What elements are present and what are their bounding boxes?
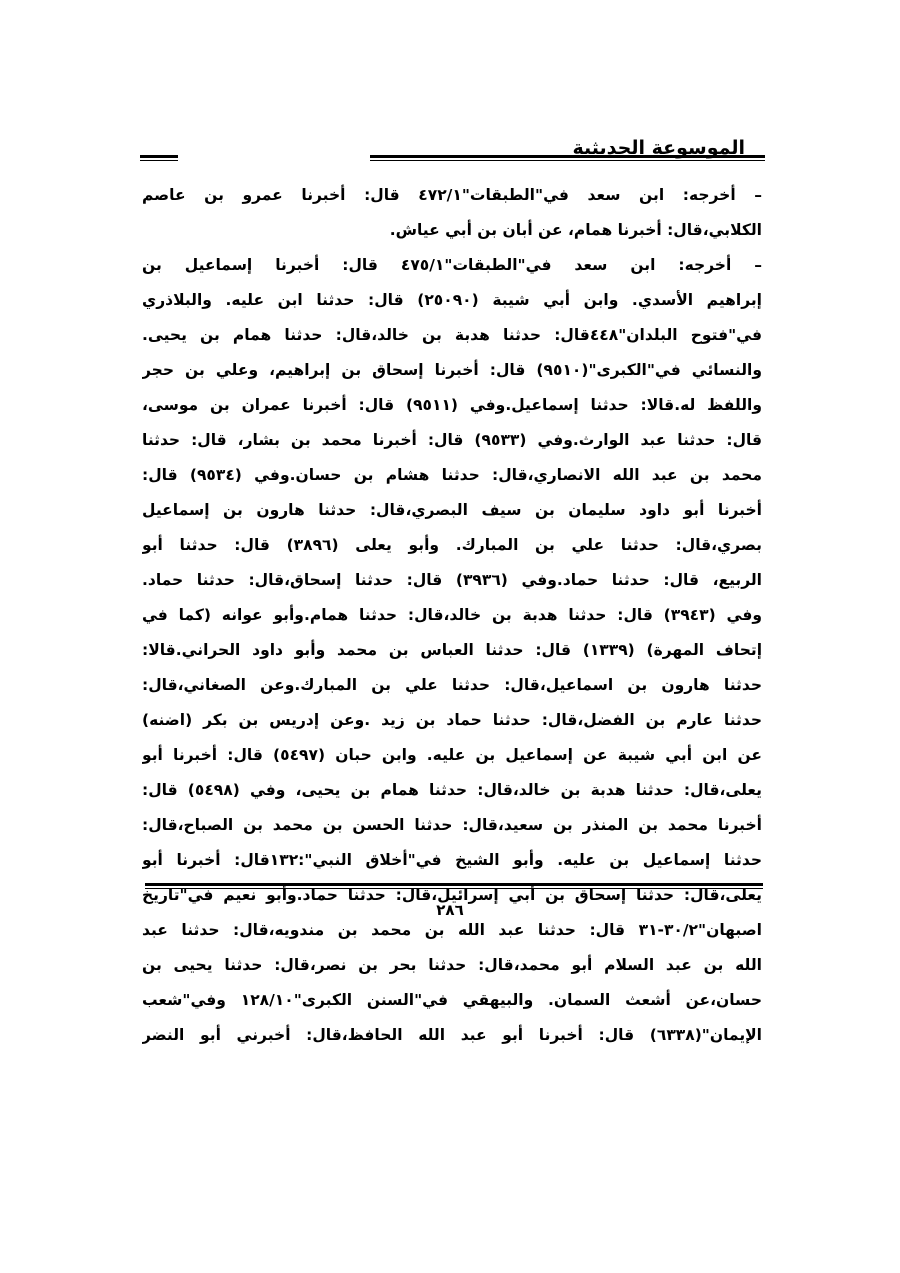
text-line: أخبرنا محمد بن المنذر بن سعيد،قال: حدثنا الحسن بن محمد بن الصباح،قال: xyxy=(142,816,762,834)
footer-rule xyxy=(145,883,763,889)
text-line: واللفظ له.قالا: حدثنا إسماعيل.وفي (٩٥١١) قال: أخبرنا عمران بن موسى، xyxy=(142,396,762,414)
text-line: حدثنا إسماعيل بن عليه. وأبو الشيخ في"أخلاق النبي":١٣٢قال: أخبرنا أبو xyxy=(142,851,762,869)
text-line: أخبرنا أبو داود سليمان بن سيف البصري،قال: حدثنا هارون بن إسماعيل xyxy=(142,501,762,519)
text-line: الكلابي،قال: أخبرنا همام، عن أبان بن أبي عياش. xyxy=(389,221,762,239)
text-line: الله بن عبد السلام أبو محمد،قال: حدثنا بحر بن نصر،قال: حدثنا يحيى بن xyxy=(142,956,762,974)
page-header xyxy=(140,134,765,174)
text-line: الإيمان"(٦٣٣٨) قال: أخبرنا أبو عبد الله الحافظ،قال: أخبرني أبو النضر xyxy=(142,1026,762,1044)
page-number: ٢٨٦ xyxy=(436,901,464,919)
text-line: – أخرجه: ابن سعد في"الطبقات"٤٧٥/١ قال: أخبرنا إسماعيل بن xyxy=(142,256,762,274)
text-line: – أخرجه: ابن سعد في"الطبقات"٤٧٢/١ قال: أخبرنا عمرو بن عاصم xyxy=(142,186,762,204)
text-line: إبراهيم الأسدي. وابن أبي شيبة (٢٥٠٩٠) قال: حدثنا ابن عليه. والبلاذري xyxy=(142,291,762,309)
text-line: حدثنا هارون بن اسماعيل،قال: حدثنا علي بن المبارك.وعن الصغاني،قال: xyxy=(142,676,762,694)
body-text xyxy=(142,178,762,1053)
text-line: حدثنا عارم بن الفضل،قال: حدثنا حماد بن زيد .وعن إدريس بن بكر (اضنه) xyxy=(142,711,762,729)
text-line: يعلى،قال: حدثنا هدبة بن خالد،قال: حدثنا همام بن يحيى، وفي (٥٤٩٨) قال: xyxy=(142,781,762,799)
text-line: قال: حدثنا عبد الوارث.وفي (٩٥٣٣) قال: أخبرنا محمد بن بشار، قال: حدثنا xyxy=(142,431,762,449)
header-title: الموسوعة الحديثية xyxy=(572,137,745,159)
text-line: الربيع، قال: حدثنا حماد.وفي (٣٩٣٦) قال: حدثنا إسحاق،قال: حدثنا حماد. xyxy=(142,571,762,589)
text-line: عن ابن أبي شيبة عن إسماعيل بن عليه. وابن حبان (٥٤٩٧) قال: أخبرنا أبو xyxy=(142,746,762,764)
text-line: محمد بن عبد الله الانصاري،قال: حدثنا هشام بن حسان.وفي (٩٥٣٤) قال: xyxy=(142,466,762,484)
header-rule-short xyxy=(140,155,178,161)
text-line: اصبهان"٣٠/٢-٣١ قال: حدثنا عبد الله بن محمد بن مندويه،قال: حدثنا عبد xyxy=(142,921,762,939)
text-line: بصري،قال: حدثنا علي بن المبارك. وأبو يعلى (٣٨٩٦) قال: حدثنا أبو xyxy=(142,536,762,554)
text-line: يعلى،قال: حدثنا إسحاق بن أبي إسرائيل،قال: حدثنا حماد.وأبو نعيم في"تاريخ xyxy=(142,886,762,904)
text-line: وفي (٣٩٤٣) قال: حدثنا هدبة بن خالد،قال: حدثنا همام.وأبو عوانه (كما في xyxy=(142,606,762,624)
text-line: إتحاف المهرة) (١٣٣٩) قال: حدثنا العباس بن محمد وأبو داود الحراني.قالا: xyxy=(142,641,762,659)
text-line: في"فتوح البلدان"٤٤٨قال: حدثنا هدبة بن خالد،قال: حدثنا همام بن يحيى. xyxy=(142,326,762,344)
text-line: والنسائي في"الكبرى"(٩٥١٠) قال: أخبرنا إسحاق بن إبراهيم، وعلي بن حجر xyxy=(142,361,762,379)
text-line: حسان،عن أشعث السمان. والبيهقي في"السنن الكبرى"١٢٨/١٠ وفي"شعب xyxy=(142,991,762,1009)
